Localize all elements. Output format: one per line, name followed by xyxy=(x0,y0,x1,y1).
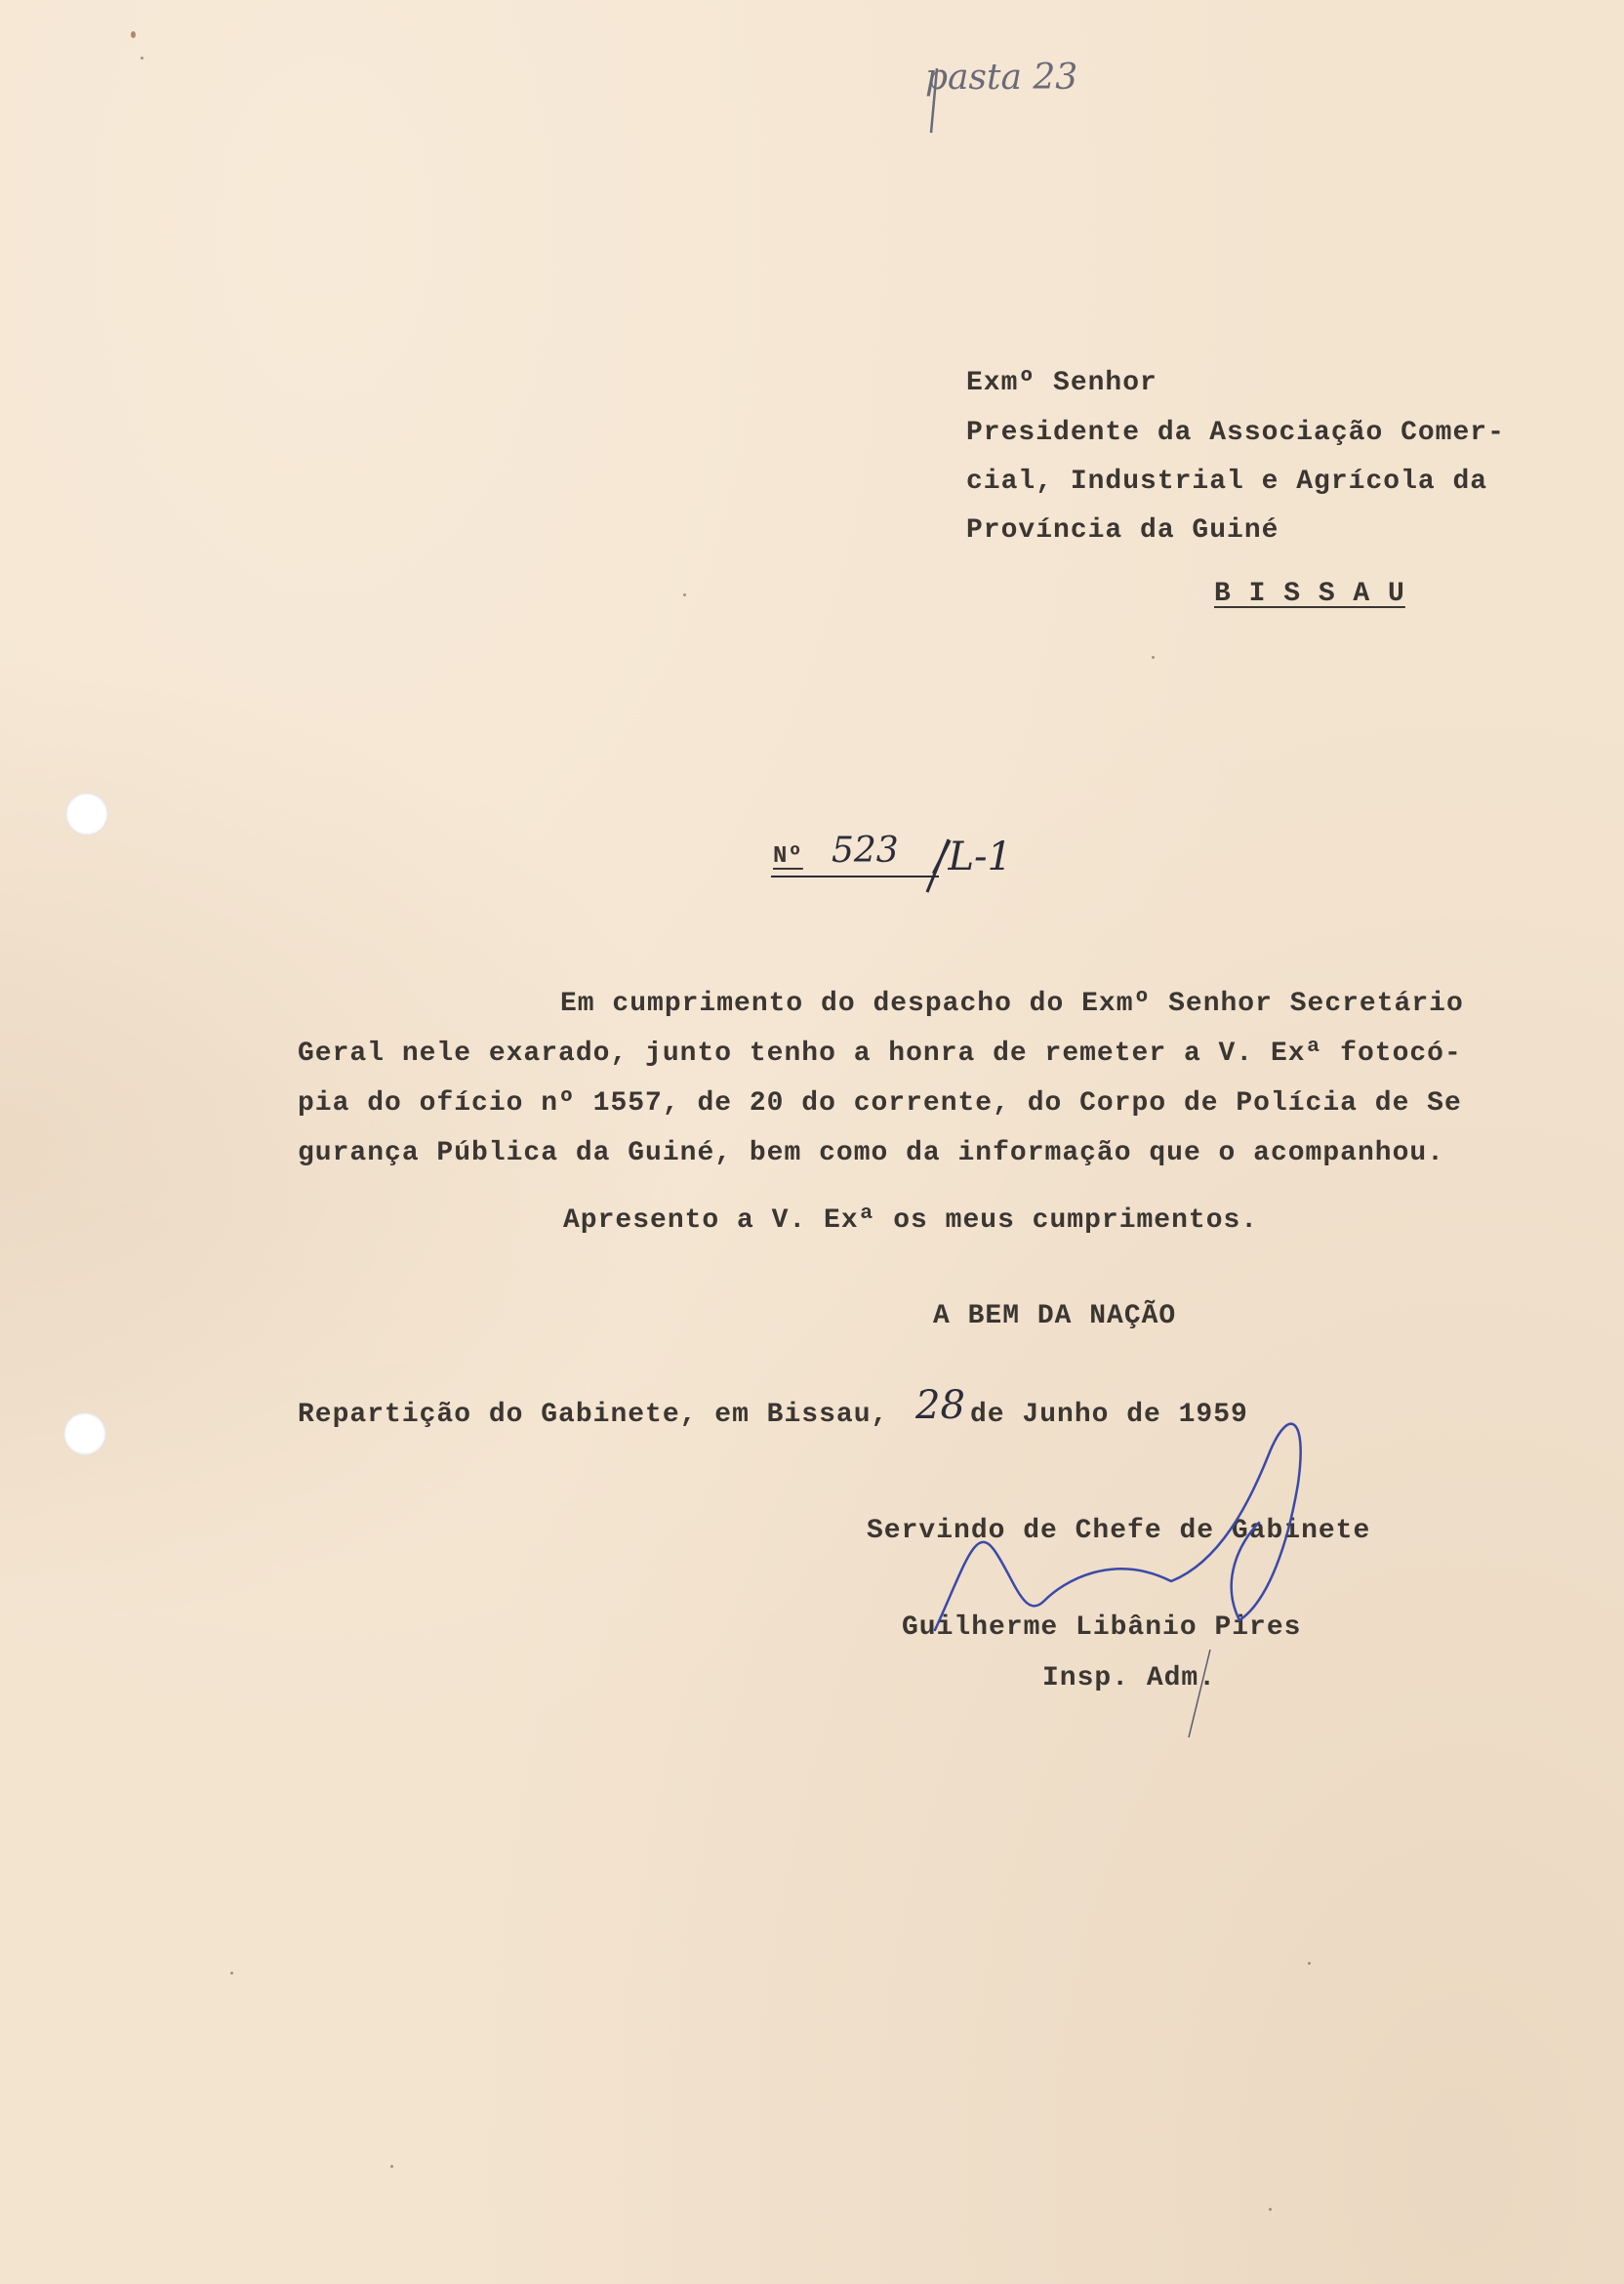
dateline-handwritten-day: 28 xyxy=(915,1383,965,1428)
reference-handwritten-number: 523 xyxy=(832,831,899,871)
signature-role: Servindo de Chefe de Gabinete xyxy=(867,1516,1371,1546)
body-line-4: gurança Pública da Guiné, bem como da informação que o acompanhou. xyxy=(298,1138,1444,1168)
paper-speck xyxy=(141,57,143,60)
address-line-3: cial, Industrial e Agrícola da xyxy=(966,467,1488,497)
body-line-3: pia do ofício nº 1557, de 20 do corrente, do Corpo de Polícia de Se xyxy=(298,1088,1462,1119)
reference-prefix: Nº xyxy=(773,843,803,870)
paper-speck xyxy=(390,2165,393,2168)
paper-speck xyxy=(1308,1962,1311,1965)
pencil-annotation: pasta 23 xyxy=(925,58,1078,98)
paper-speck xyxy=(131,31,136,38)
address-city: B I S S A U xyxy=(1214,579,1405,609)
body-line-1: Em cumprimento do despacho do Exmº Senhor Secretário xyxy=(560,989,1464,1019)
paper-speck xyxy=(230,1972,233,1975)
punch-hole-lower xyxy=(63,1412,106,1455)
punch-hole-upper xyxy=(65,793,108,836)
reference-handwritten-suffix: /L-1 xyxy=(935,835,1013,879)
paper-speck xyxy=(683,593,686,596)
paper-speck xyxy=(1269,2208,1272,2211)
body-line-2: Geral nele exarado, junto tenho a honra de remeter a V. Exª fotocó- xyxy=(298,1039,1462,1069)
signature-title: Insp. Adm. xyxy=(1042,1663,1217,1693)
dateline-prefix: Repartição do Gabinete, em Bissau, xyxy=(298,1400,889,1430)
address-line-4: Província da Guiné xyxy=(966,515,1279,546)
paper-speck xyxy=(1152,656,1155,659)
address-salutation: Exmº Senhor xyxy=(966,368,1157,398)
address-line-2: Presidente da Associação Comer- xyxy=(966,418,1505,448)
motto: A BEM DA NAÇÃO xyxy=(933,1301,1177,1331)
dateline-suffix: de Junho de 1959 xyxy=(970,1400,1248,1430)
signature-name: Guilherme Libânio Pires xyxy=(902,1612,1302,1643)
body-closing: Apresento a V. Exª os meus cumprimentos. xyxy=(563,1205,1259,1236)
